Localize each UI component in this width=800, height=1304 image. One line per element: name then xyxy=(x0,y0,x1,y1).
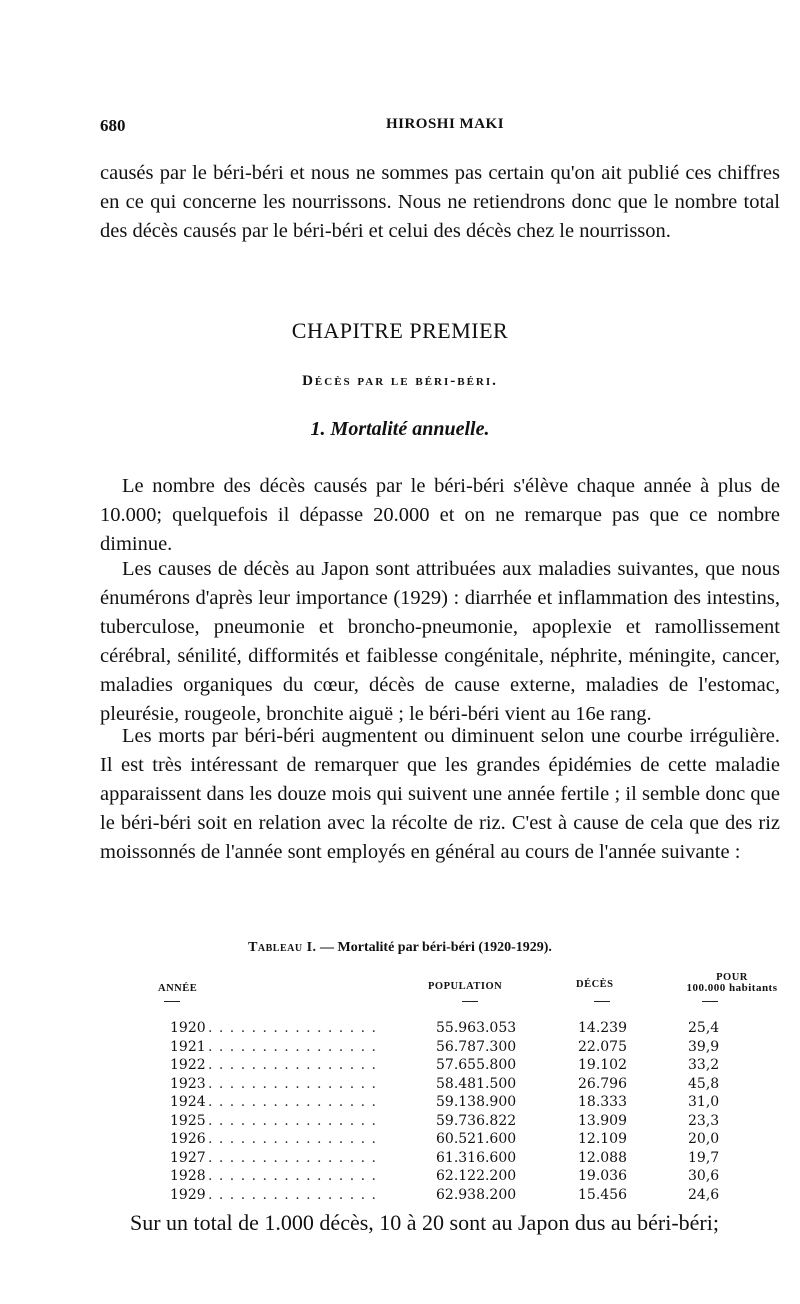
intro-paragraph: causés par le béri-béri et nous ne sommes pas certain qu'on ait publié ces chiffres en ce qui concerne les nourrissons. Nous ne retiendrons donc que le nombre total des décès causés par le béri-béri et celui des décès chez le nourrisson. xyxy=(100,162,780,242)
column-dash xyxy=(702,1001,718,1002)
cell-year: 1926 xyxy=(170,1131,206,1147)
table-row xyxy=(150,1020,800,1039)
cell-population: 58.481.500 xyxy=(436,1075,517,1092)
leader-dots: . . . . . . . . . . . . . . . . xyxy=(208,1186,377,1203)
cell-population: 61.316.600 xyxy=(436,1149,517,1166)
cell-rate: 23,3 xyxy=(688,1112,720,1129)
cell-deaths: 12.088 xyxy=(578,1149,627,1166)
column-dash xyxy=(594,1001,610,1002)
cell-year: 1927 xyxy=(170,1149,206,1166)
cell-deaths: 22.075 xyxy=(578,1038,627,1055)
leader-dots: . . . . . . . . . . . . . . . . xyxy=(208,1112,377,1129)
cell-year: 1925 xyxy=(170,1112,206,1129)
running-head: HIROSHI MAKI xyxy=(385,116,505,132)
cell-year: 1920 xyxy=(170,1020,206,1036)
leader-dots: . . . . . . . . . . . . . . . . xyxy=(208,1131,377,1147)
column-dash xyxy=(462,1001,478,1002)
cell-population: 55.963.053 xyxy=(436,1020,517,1036)
cell-deaths: 19.036 xyxy=(578,1168,627,1184)
cell-year: 1923 xyxy=(170,1075,206,1092)
column-header-rate-top: POUR xyxy=(716,972,748,983)
cell-rate: 24,6 xyxy=(688,1186,720,1203)
table-caption-label: Tableau I. xyxy=(248,940,317,955)
column-dash xyxy=(164,1001,180,1002)
table-row xyxy=(150,1131,800,1150)
cell-year: 1928 xyxy=(170,1168,206,1184)
leader-dots: . . . . . . . . . . . . . . . . xyxy=(208,1149,377,1166)
cell-deaths: 18.333 xyxy=(578,1094,627,1110)
cell-population: 59.138.900 xyxy=(436,1094,517,1110)
cell-rate: 30,6 xyxy=(688,1168,720,1184)
leader-dots: . . . . . . . . . . . . . . . . xyxy=(208,1057,377,1073)
paragraph-epidemics: Les morts par béri-béri augmentent ou diminuent selon une courbe irrégulière. Il est très intéressant de remarquer que les grandes épidémies de cette maladie apparaissent dans les douze mois qui suivent une année fertile ; il semble donc que le béri-béri soit en relation avec la récolte de riz. C'est à cause de cela que des riz moissonnés de l'année sont employés en général au cours de l'année suivante : xyxy=(100,725,780,863)
cell-deaths: 12.109 xyxy=(578,1131,627,1147)
paragraph-causes: Les causes de décès au Japon sont attribuées aux maladies suivantes, que nous énumérons d'après leur importance (1929) : diarrhée et inflammation des intestins, tuberculose, pneumonie et broncho-pneumonie, apoplexie et ramollissement cérébral, sénilité, difformités et faiblesse congénitale, néphrite, méningite, cancer, maladies organiques du cœur, décès de cause externe, maladies de l'estomac, pleurésie, rougeole, bronchite aiguë ; le béri-béri vient au 16e rang. xyxy=(100,558,780,725)
cell-population: 59.736.822 xyxy=(436,1112,517,1129)
table-row xyxy=(150,1076,800,1095)
cell-year: 1922 xyxy=(170,1057,206,1073)
table-caption xyxy=(0,940,800,956)
cell-population: 57.655.800 xyxy=(436,1057,517,1073)
subsection-title: 1. Mortalité annuelle. xyxy=(310,418,490,440)
table-body xyxy=(150,1020,800,1205)
cell-year: 1924 xyxy=(170,1094,206,1110)
chapter-title: CHAPITRE PREMIER xyxy=(291,318,509,343)
page-header xyxy=(100,116,790,140)
table-row xyxy=(150,1039,800,1058)
leader-dots: . . . . . . . . . . . . . . . . xyxy=(208,1168,377,1184)
cell-population: 60.521.600 xyxy=(436,1131,517,1147)
cell-deaths: 26.796 xyxy=(578,1075,627,1092)
cell-deaths: 14.239 xyxy=(578,1020,627,1036)
cell-rate: 19,7 xyxy=(688,1149,720,1166)
table-row xyxy=(150,1187,800,1206)
section-title: Décès par le béri-béri. xyxy=(302,373,498,389)
cell-rate: 20,0 xyxy=(688,1131,720,1147)
table-row xyxy=(150,1057,800,1076)
cell-rate: 31,0 xyxy=(688,1094,720,1110)
column-header-deaths: DÉCÈS xyxy=(576,979,614,990)
paragraph-mortality: Le nombre des décès causés par le béri-béri s'élève chaque année à plus de 10.000; quelquefois il dépasse 20.000 et on ne remarque pas que ce nombre diminue. xyxy=(100,475,780,555)
page-number: 680 xyxy=(100,116,126,135)
cell-deaths: 19.102 xyxy=(578,1057,627,1073)
cell-rate: 33,2 xyxy=(688,1057,720,1073)
column-header-population: POPULATION xyxy=(428,981,503,992)
column-header-rate-sub: 100.000 habitants xyxy=(686,982,778,994)
table-row xyxy=(150,1168,800,1187)
cell-year: 1929 xyxy=(170,1186,206,1203)
cell-deaths: 15.456 xyxy=(578,1186,627,1203)
cell-population: 62.122.200 xyxy=(436,1168,517,1184)
cell-year: 1921 xyxy=(170,1038,206,1055)
table-row xyxy=(150,1150,800,1169)
leader-dots: . . . . . . . . . . . . . . . . xyxy=(208,1038,377,1055)
cell-rate: 45,8 xyxy=(688,1075,720,1092)
column-header-year: ANNÉE xyxy=(158,983,198,994)
leader-dots: . . . . . . . . . . . . . . . . xyxy=(208,1020,377,1036)
cell-deaths: 13.909 xyxy=(578,1112,627,1129)
cell-population: 56.787.300 xyxy=(436,1038,517,1055)
closing-line: Sur un total de 1.000 décès, 10 à 20 sont au Japon dus au béri-béri; xyxy=(130,1210,719,1235)
cell-population: 62.938.200 xyxy=(436,1186,517,1203)
table-row xyxy=(150,1094,800,1113)
cell-rate: 25,4 xyxy=(688,1020,720,1036)
table-row xyxy=(150,1113,800,1132)
leader-dots: . . . . . . . . . . . . . . . . xyxy=(208,1094,377,1110)
column-header-rate xyxy=(672,972,792,994)
leader-dots: . . . . . . . . . . . . . . . . xyxy=(208,1075,377,1092)
table-caption-text: — Mortalité par béri-béri (1920-1929). xyxy=(320,940,552,955)
cell-rate: 39,9 xyxy=(688,1038,720,1055)
